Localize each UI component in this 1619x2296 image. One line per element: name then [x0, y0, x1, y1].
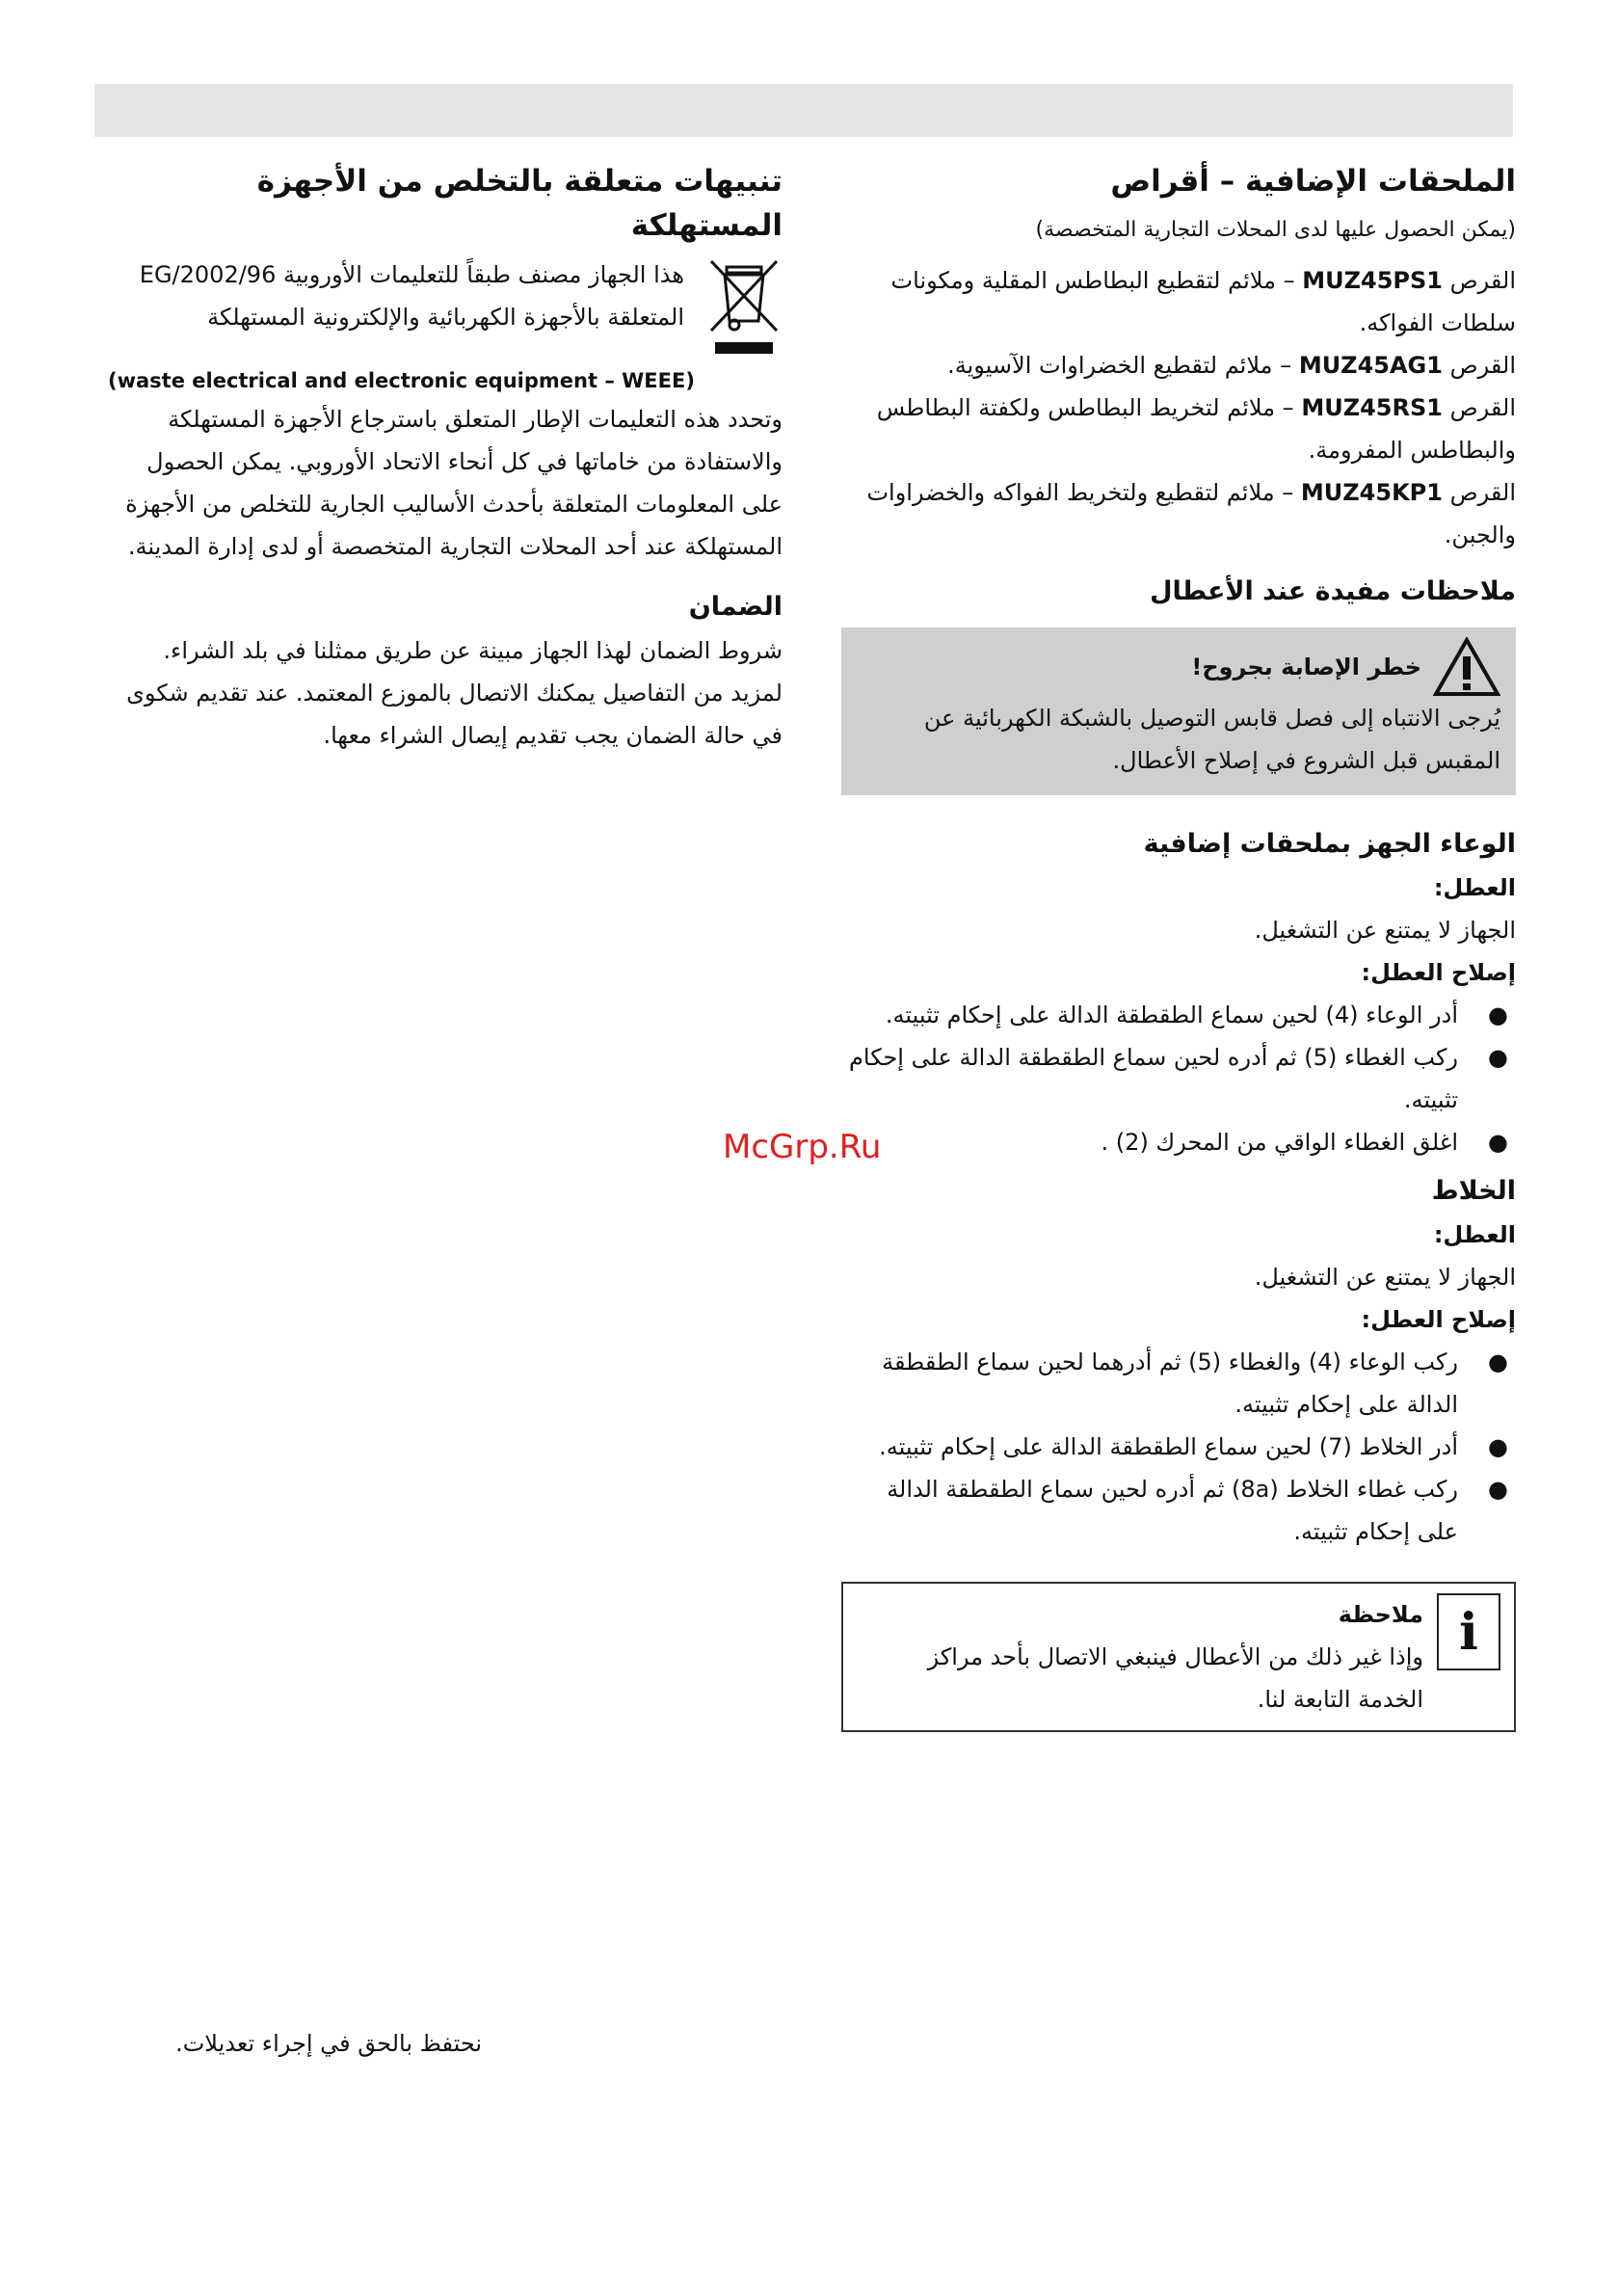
blender-fault-label: العطل:	[1433, 1221, 1516, 1248]
disc-item: القرص MUZ45RS1 – ملائم لتخريط البطاطس ولكفتة البطاطس والبطاطس المفرومة.	[876, 394, 1516, 464]
info-icon: i	[1437, 1593, 1500, 1670]
warning-title: خطر الإصابة بجروح!	[1191, 654, 1421, 681]
list-item: ● اغلق الغطاء الواقي من المحرك (2) .	[1101, 1129, 1508, 1156]
disposal-body: وتحدد هذه التعليمات الإطار المتعلق باسترجاع الأجهزة المستهلكة والاستفادة من خاماتها في كل أنحاء الاتحاد الأوروبي. يمكن الحصول على المعلومات المتعلقة بأحدث الأساليب الجارية للتخلص من الأجهزة المستهلكة عند أحد المحلات التجارية المتخصصة أو لدى إدارة المدينة.	[125, 406, 783, 560]
left-column	[108, 159, 783, 757]
disposal-intro-block	[108, 254, 783, 363]
warning-box	[841, 627, 1516, 795]
watermark: McGrp.Ru	[723, 1128, 882, 1166]
repair-label: إصلاح العطل:	[1361, 959, 1516, 986]
faults-title: ملاحظات مفيدة عند الأعطال	[1150, 576, 1516, 606]
warning-text: يُرجى الانتباه إلى فصل قابس التوصيل بالشبكة الكهربائية عن المقبس قبل الشروع في إصلاح الأعطال.	[923, 705, 1500, 774]
list-item: ● ركب الغطاء (5) ثم أدره لحين سماع الطقطقة الدالة على إحكام تثبيته.	[849, 1044, 1508, 1113]
disposal-intro: هذا الجهاز مصنف طبقاً للتعليمات الأوروبية 2002/96/EG المتعلقة بالأجهزة الكهربائية والإلكترونية المستهلكة	[139, 261, 684, 331]
blender-title: الخلاط	[1431, 1176, 1516, 1206]
warranty-text: شروط الضمان لهذا الجهاز مبينة عن طريق ممثلنا في بلد الشراء. لمزيد من التفاصيل يمكنك الاتصال بالموزع المعتمد. عند تقديم شكوى في حالة الضمان يجب تقديم إيصال الشراء معها.	[126, 637, 783, 749]
disc-item: القرص MUZ45KP1 – ملائم لتقطيع ولتخريط الفواكه والخضراوات والجبن.	[866, 479, 1516, 548]
list-item: ● أدر الوعاء (4) لحين سماع الطقطقة الدالة على إحكام تثبيته.	[885, 1001, 1508, 1028]
disposal-title: تنبيهات متعلقة بالتخلص من الأجهزة المستهلكة	[256, 164, 783, 243]
weee-line: (waste electrical and electronic equipment – WEEE)	[108, 369, 695, 392]
list-item: ● ركب غطاء الخلاط (8a) ثم أدره لحين سماع الطقطقة الدالة على إحكام تثبيته.	[887, 1476, 1508, 1545]
note-box	[841, 1582, 1516, 1732]
crossed-bin-icon	[698, 254, 783, 363]
list-item: ● ركب الوعاء (4) والغطاء (5) ثم أدرهما لحين سماع الطقطقة الدالة على إحكام تثبيته.	[882, 1348, 1508, 1418]
disc-item: القرص MUZ45PS1 – ملائم لتقطيع البطاطس المقلية ومكونات سلطات الفواكه.	[890, 267, 1516, 336]
blender-repair-label: إصلاح العطل:	[1361, 1306, 1516, 1333]
accessories-title: الملحقات الإضافية – أقراص	[1110, 164, 1516, 199]
warning-triangle-icon	[1433, 637, 1500, 697]
header-bar	[94, 84, 1513, 137]
blender-fault-text: الجهاز لا يمتنع عن التشغيل.	[1254, 1264, 1516, 1291]
disc-item: القرص MUZ45AG1 – ملائم لتقطيع الخضراوات الآسيوية.	[947, 352, 1516, 379]
blender-steps	[841, 1341, 1516, 1553]
right-column	[841, 159, 1516, 1732]
fault-text: الجهاز لا يمتنع عن التشغيل.	[1254, 917, 1516, 944]
list-item: ● أدر الخلاط (7) لحين سماع الطقطقة الدالة على إحكام تثبيته.	[879, 1433, 1508, 1460]
note-title: ملاحظة	[1338, 1601, 1423, 1628]
bowl-title: الوعاء الجهز بملحقات إضافية	[1143, 829, 1516, 859]
warranty-title: الضمان	[688, 592, 783, 622]
accessories-subtitle: (يمكن الحصول عليها لدى المحلات التجارية المتخصصة)	[1035, 218, 1516, 242]
bowl-steps	[841, 994, 1516, 1163]
footer-note: نحتفظ بالحق في إجراء تعديلات.	[175, 2030, 482, 2057]
fault-label: العطل:	[1433, 874, 1516, 901]
note-text: وإذا غير ذلك من الأعطال فينبغي الاتصال بأحد مراكز الخدمة التابعة لنا.	[927, 1643, 1423, 1713]
